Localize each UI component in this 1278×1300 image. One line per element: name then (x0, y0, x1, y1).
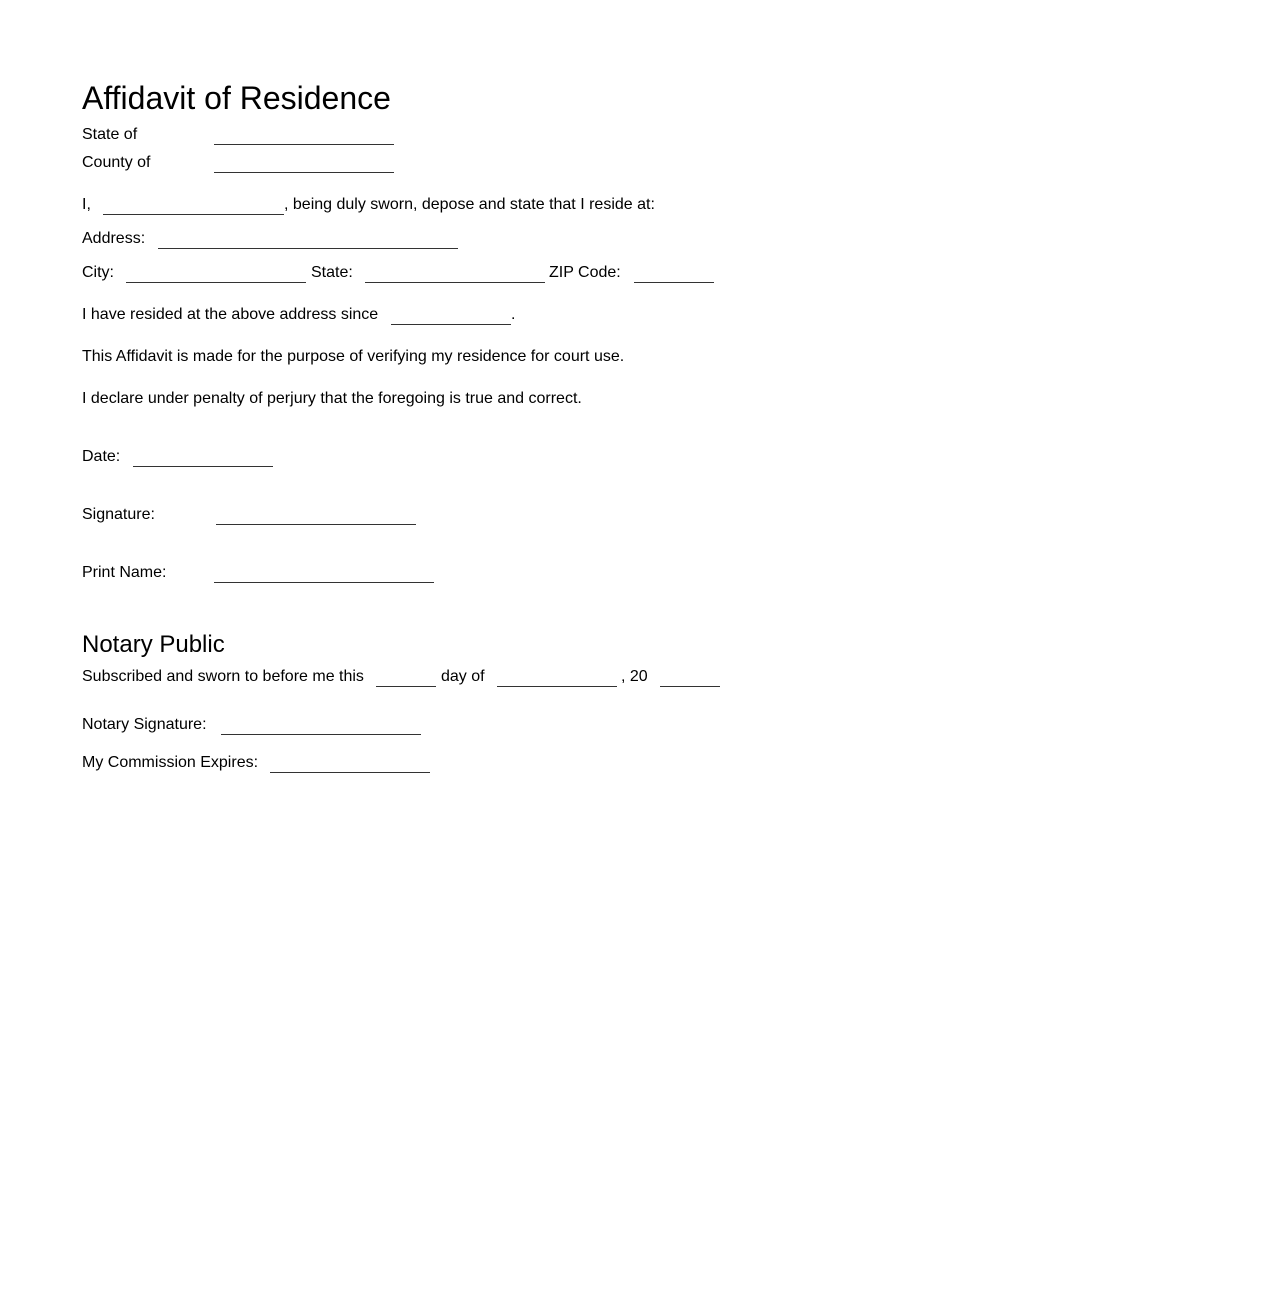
zip-label: ZIP Code: (549, 264, 621, 281)
resided-period: . (511, 306, 516, 323)
state-of-field[interactable] (214, 144, 394, 145)
signature-label: Signature: (82, 506, 155, 523)
i-prefix: I, (82, 196, 91, 213)
commission-expires-field[interactable] (270, 772, 430, 773)
county-of-label: County of (82, 154, 151, 171)
resided-since-text: I have resided at the above address since (82, 306, 379, 323)
commission-expires-label: My Commission Expires: (82, 754, 259, 771)
print-name-field[interactable] (214, 582, 434, 583)
purpose-statement: This Affidavit is made for the purpose of verifying my residence for court use. (82, 348, 625, 365)
county-of-field[interactable] (214, 172, 394, 173)
print-name-label: Print Name: (82, 564, 167, 581)
subscribed-text: Subscribed and sworn to before me this (82, 668, 364, 685)
address-label: Address: (82, 230, 146, 247)
notary-month-field[interactable] (497, 686, 617, 687)
city-field[interactable] (126, 282, 306, 283)
date-field[interactable] (133, 466, 273, 467)
notary-signature-field[interactable] (221, 734, 421, 735)
notary-section-title: Notary Public (82, 631, 225, 658)
day-of-text: day of (441, 668, 485, 685)
state-field[interactable] (365, 282, 545, 283)
date-label: Date: (82, 448, 121, 465)
sworn-statement: , being duly sworn, depose and state that I reside at: (284, 196, 655, 213)
page-title: Affidavit of Residence (82, 80, 391, 116)
address-field[interactable] (158, 248, 458, 249)
year-prefix: , 20 (621, 668, 648, 685)
city-label: City: (82, 264, 114, 281)
notary-year-field[interactable] (660, 686, 720, 687)
state-of-label: State of (82, 126, 138, 143)
state-label: State: (311, 264, 353, 281)
signature-field[interactable] (216, 524, 416, 525)
notary-day-field[interactable] (376, 686, 436, 687)
notary-signature-label: Notary Signature: (82, 716, 207, 733)
name-field[interactable] (103, 214, 284, 215)
declaration-statement: I declare under penalty of perjury that the foregoing is true and correct. (82, 390, 582, 407)
resided-since-field[interactable] (391, 324, 511, 325)
zip-field[interactable] (634, 282, 714, 283)
